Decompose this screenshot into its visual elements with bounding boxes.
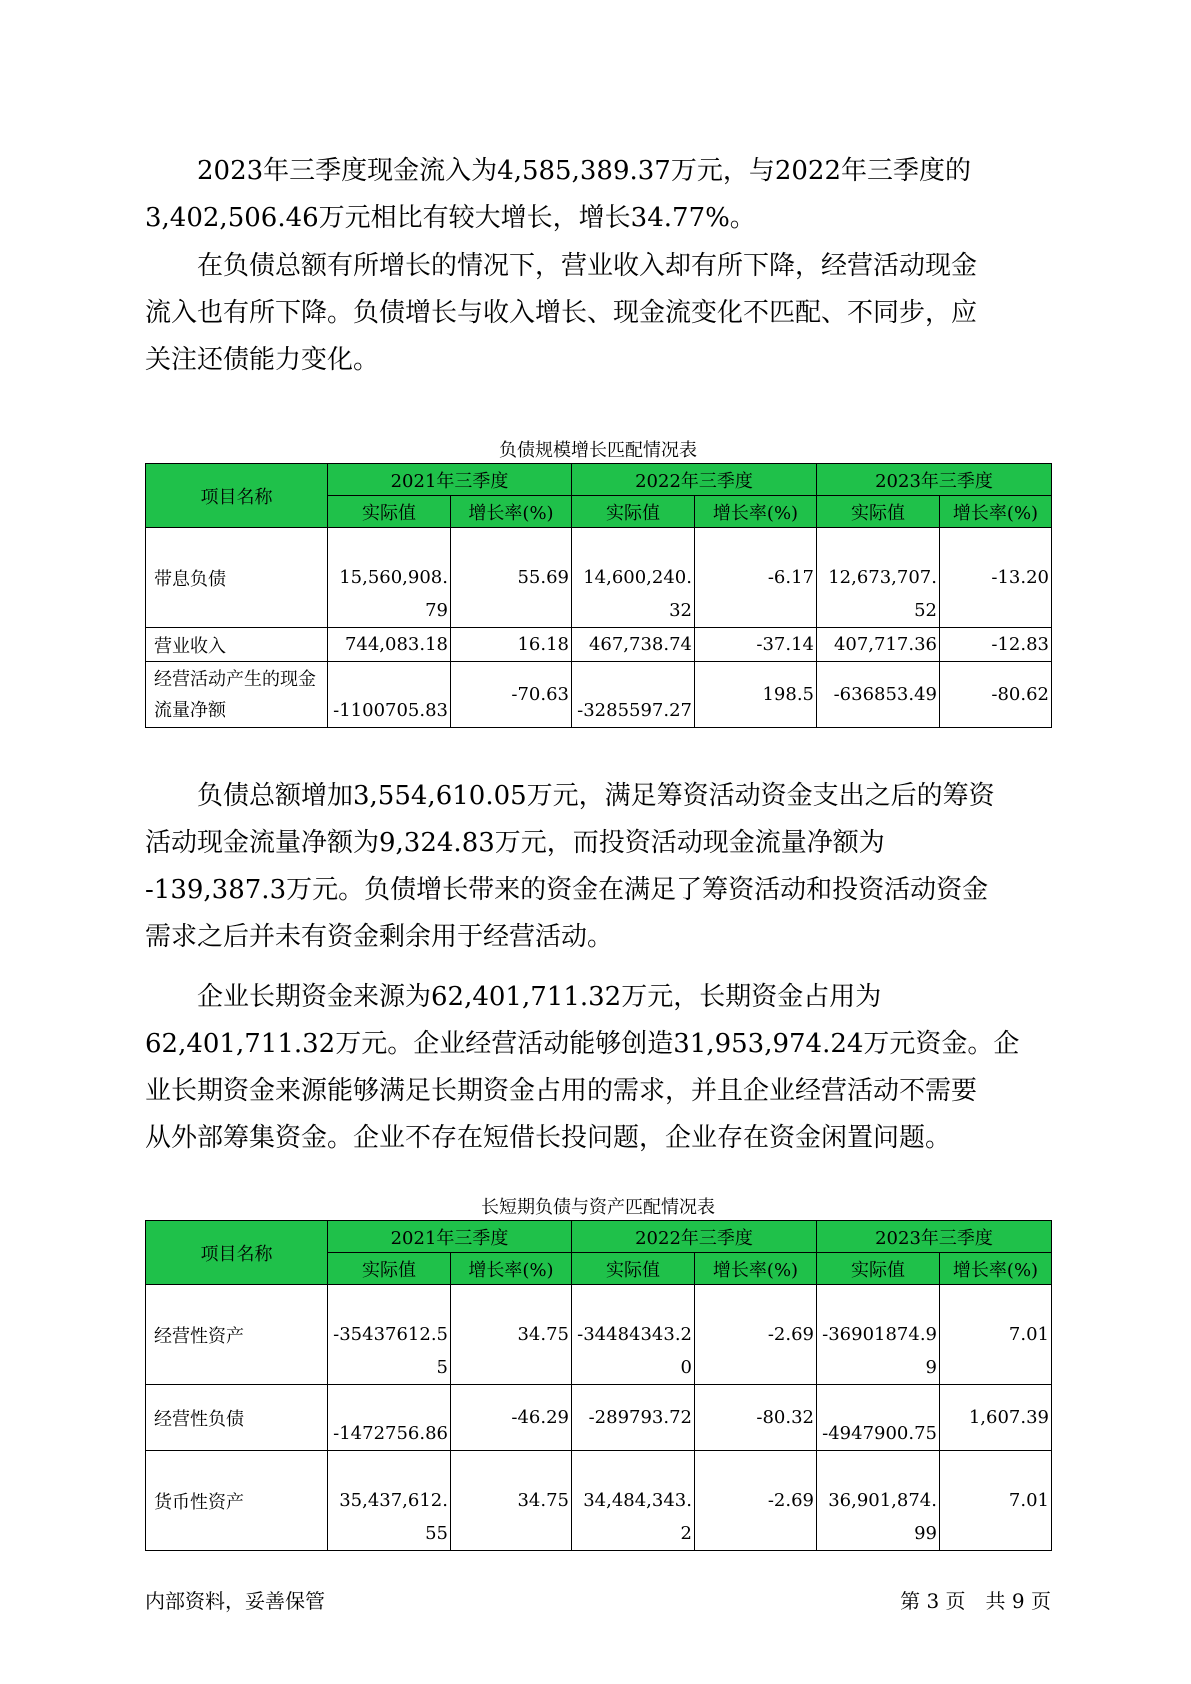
- cell-value: 198.5: [695, 662, 817, 728]
- header-item-name: 项目名称: [146, 1221, 328, 1285]
- cell-value: -289793.72: [572, 1385, 695, 1451]
- header-actual: 实际值: [328, 1253, 451, 1285]
- text-line: 负债总额增加3,554,610.05万元，满足筹资活动资金支出之后的筹资: [197, 781, 995, 811]
- text-line: 活动现金流量净额为9,324.83万元，而投资活动现金流量净额为: [145, 828, 885, 858]
- cell-value: -80.62: [940, 662, 1052, 728]
- cell-value: 36,901,874.99: [817, 1451, 940, 1551]
- cell-value: 34.75: [451, 1285, 572, 1385]
- cell-value: 407,717.36: [817, 628, 940, 662]
- table1-caption: 负债规模增长匹配情况表: [499, 440, 697, 461]
- table-row: [146, 1385, 1052, 1451]
- row-name: 带息负债: [146, 528, 328, 628]
- text-line: 在负债总额有所增长的情况下，营业收入却有所下降，经营活动现金: [197, 251, 978, 281]
- header-period: 2022年三季度: [572, 1221, 817, 1253]
- text-line: 流入也有所下降。负债增长与收入增长、现金流变化不匹配、不同步，应: [145, 298, 978, 328]
- row-name: 经营性资产: [146, 1285, 328, 1385]
- cell-value: -80.32: [695, 1385, 817, 1451]
- header-actual: 实际值: [328, 496, 451, 528]
- header-period: 2023年三季度: [817, 464, 1052, 496]
- cell-value: 744,083.18: [328, 628, 451, 662]
- cell-value: -36901874.99: [817, 1285, 940, 1385]
- cell-value: 16.18: [451, 628, 572, 662]
- cell-value: 7.01: [940, 1451, 1052, 1551]
- cell-value: -636853.49: [817, 662, 940, 728]
- cell-value: 7.01: [940, 1285, 1052, 1385]
- header-actual: 实际值: [572, 496, 695, 528]
- text-line: -139,387.3万元。负债增长带来的资金在满足了筹资活动和投资活动资金: [145, 875, 989, 905]
- cell-value: -2.69: [695, 1451, 817, 1551]
- row-name: 经营性负债: [146, 1385, 328, 1451]
- cell-value: -3285597.27: [572, 662, 695, 728]
- table-row: [146, 1451, 1052, 1551]
- text-line: 从外部筹集资金。企业不存在短借长投问题，企业存在资金闲置问题。: [145, 1123, 952, 1153]
- debt-asset-match-table: [145, 1220, 1052, 1551]
- cell-value: -2.69: [695, 1285, 817, 1385]
- table2-caption: 长短期负债与资产匹配情况表: [481, 1197, 715, 1218]
- text-line: 62,401,711.32万元。企业经营活动能够创造31,953,974.24万元资金。企: [145, 1029, 1020, 1059]
- cell-value: -37.14: [695, 628, 817, 662]
- cell-value: -34484343.20: [572, 1285, 695, 1385]
- cell-value: -70.63: [451, 662, 572, 728]
- cell-value: -13.20: [940, 528, 1052, 628]
- cell-value: -1100705.83: [328, 662, 451, 728]
- cell-value: 34,484,343.2: [572, 1451, 695, 1551]
- header-item-name: 项目名称: [146, 464, 328, 528]
- text-line: 关注还债能力变化。: [145, 345, 380, 375]
- cell-value: 34.75: [451, 1451, 572, 1551]
- header-rate: 增长率(%): [940, 496, 1052, 528]
- table-row: [146, 628, 1052, 662]
- table-row: [146, 528, 1052, 628]
- debt-scale-table: [145, 463, 1052, 728]
- header-rate: 增长率(%): [695, 1253, 817, 1285]
- cell-value: 1,607.39: [940, 1385, 1052, 1451]
- header-rate: 增长率(%): [695, 496, 817, 528]
- header-actual: 实际值: [817, 1253, 940, 1285]
- header-rate: 增长率(%): [451, 1253, 572, 1285]
- row-name: 营业收入: [146, 628, 328, 662]
- cell-value: 12,673,707.52: [817, 528, 940, 628]
- cell-value: 35,437,612.55: [328, 1451, 451, 1551]
- header-rate: 增长率(%): [940, 1253, 1052, 1285]
- cell-value: 14,600,240.32: [572, 528, 695, 628]
- text-line: 2023年三季度现金流入为4,585,389.37万元，与2022年三季度的: [197, 156, 972, 186]
- row-name: 经营活动产生的现金流量净额: [146, 662, 328, 728]
- header-period: 2022年三季度: [572, 464, 817, 496]
- table-row: [146, 1285, 1052, 1385]
- header-period: 2023年三季度: [817, 1221, 1052, 1253]
- cell-value: -4947900.75: [817, 1385, 940, 1451]
- paragraph-long-term-funds: [145, 974, 1045, 1162]
- cell-value: -1472756.86: [328, 1385, 451, 1451]
- footer-page-number: 第 3 页 共 9 页: [900, 1589, 1051, 1613]
- text-line: 需求之后并未有资金剩余用于经营活动。: [145, 922, 614, 952]
- header-rate: 增长率(%): [451, 496, 572, 528]
- header-actual: 实际值: [572, 1253, 695, 1285]
- row-name: 货币性资产: [146, 1451, 328, 1551]
- text-line: 3,402,506.46万元相比有较大增长，增长34.77%。: [145, 203, 756, 233]
- table-row: [146, 662, 1052, 728]
- cell-value: -6.17: [695, 528, 817, 628]
- header-period: 2021年三季度: [328, 464, 572, 496]
- header-period: 2021年三季度: [328, 1221, 572, 1253]
- text-line: 业长期资金来源能够满足长期资金占用的需求，并且企业经营活动不需要: [145, 1076, 978, 1106]
- cell-value: -35437612.55: [328, 1285, 451, 1385]
- cell-value: -46.29: [451, 1385, 572, 1451]
- paragraph-cash-inflow: [145, 148, 1045, 242]
- paragraph-total-debt: [145, 773, 1045, 961]
- text-line: 企业长期资金来源为62,401,711.32万元，长期资金占用为: [197, 982, 882, 1012]
- cell-value: -12.83: [940, 628, 1052, 662]
- cell-value: 15,560,908.79: [328, 528, 451, 628]
- paragraph-debt-growth: [145, 243, 1045, 384]
- header-actual: 实际值: [817, 496, 940, 528]
- footer-confidential-note: 内部资料，妥善保管: [145, 1589, 325, 1613]
- cell-value: 467,738.74: [572, 628, 695, 662]
- cell-value: 55.69: [451, 528, 572, 628]
